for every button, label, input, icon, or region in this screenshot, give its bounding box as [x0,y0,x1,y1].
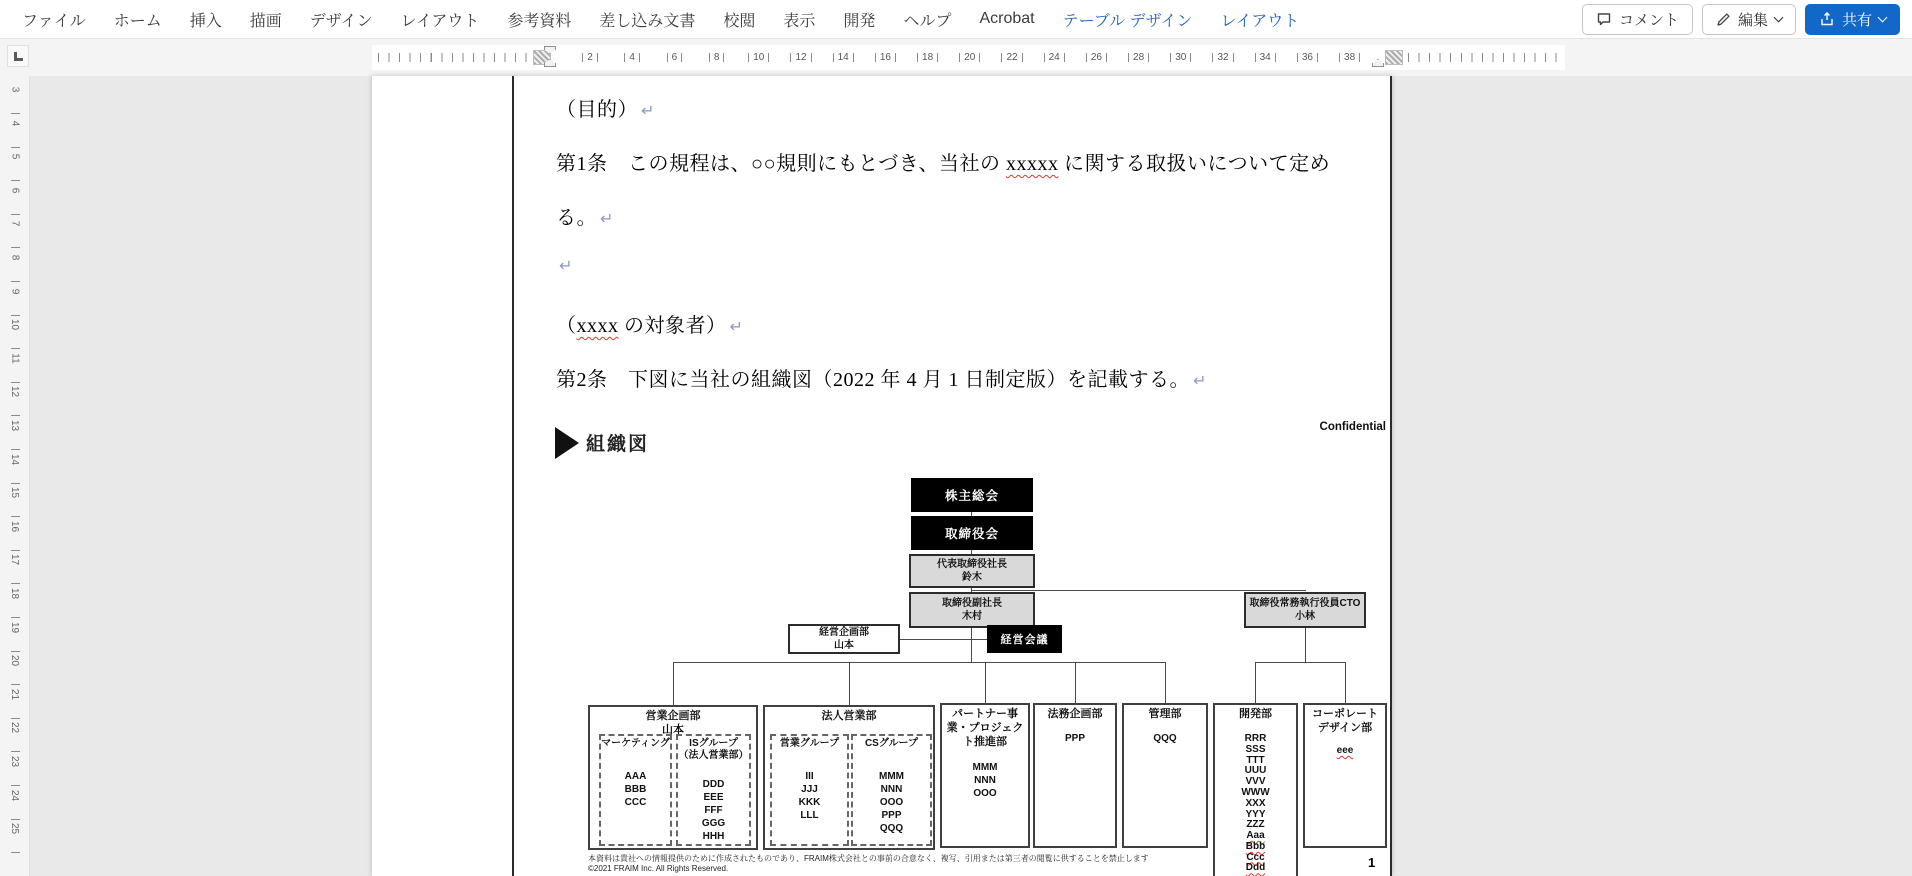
orgchart-box-mgmt-meeting: 経営会議 [987,625,1062,653]
orgchart-list-item: MMM [879,771,904,782]
paragraph-mark: ↵ [1193,373,1207,390]
orgchart-box-board: 取締役会 [911,516,1033,550]
org-chart-image[interactable] [372,76,1392,876]
ruler-number-v: 9 [0,286,30,316]
orgchart-list-item: ZZZ [1246,819,1265,831]
triangle-bullet-icon [555,427,579,459]
orgchart-box-corp-planning: 経営企画部 山本 [788,624,900,654]
orgchart-list-item: NNN [974,775,996,786]
ruler-number: 14 [828,45,858,70]
menu-tab[interactable]: デザイン [296,0,387,38]
editing-label: 編集 [1737,11,1768,29]
ruler-number-v: 20 [0,655,30,685]
chevron-down-icon [1878,12,1888,22]
vertical-ruler[interactable] [0,76,30,876]
orgchart-list-item: PPP [1064,733,1085,744]
orgchart-list-item: FFF [704,805,723,816]
menu-bar [0,0,1912,39]
pencil-icon [1716,12,1731,27]
menu-tab[interactable]: 参考資料 [493,0,585,38]
dept-legal: 法務企画部 PPP [1033,703,1117,848]
ruler-number-v: 14 [0,454,30,484]
ruler-number: 26 [1081,45,1111,70]
ruler-number: 36 [1292,45,1322,70]
dept-sales-planning: 営業企画部 山本 マーケティング AAA BBB CCC ISグループ （法人営業部） DDD EEE FFF GGG HHH [588,705,758,850]
comment-icon [1596,11,1612,27]
menu-tab[interactable]: 差し込み文書 [585,0,709,38]
tab-selector-icon[interactable] [7,45,29,67]
orgchart-list-item: UUU [1244,765,1267,777]
connector-line [1075,662,1076,703]
group-sales: 営業グループ III JJJ KKK LLL [770,734,849,846]
ruler-number-v: 3 [0,84,30,114]
ruler-number: 6 [659,45,689,70]
comments-label: コメント [1618,11,1679,29]
ruler-number-v: 19 [0,622,30,652]
footer-copyright: ©2021 FRAIM Inc. All Rights Reserved. [588,864,729,873]
orgchart-list-item: GGG [701,818,726,829]
connector-line [673,662,1166,663]
orgchart-list-item: KKK [798,797,821,808]
connector-line [985,662,986,703]
ruler-number-v: 7 [0,218,30,248]
orgchart-list-item-marked: Bbb [1245,840,1266,852]
ruler-number-v: 22 [0,722,30,752]
paragraph-subject-heading[interactable]: （xxxx の対象者） ↵ [556,315,744,337]
ruler-number: 24 [1039,45,1069,70]
orgchart-list-item: SSS [1245,743,1266,755]
orgchart-list-item: XXX [1245,797,1266,809]
share-button[interactable] [1805,4,1900,35]
orgchart-box-president: 代表取締役社長 鈴木 [909,554,1035,588]
ruler-number-v: 21 [0,689,30,719]
connector-line [971,628,972,663]
orgchart-list-item: VVV [1245,776,1266,788]
dept-partner: パートナー事業・プロジェクト推進部 MMM NNN OOO [940,703,1030,848]
menu-tab[interactable]: 描画 [236,0,296,38]
paragraph-article1[interactable]: 第1条 この規程は、○○規則にもとづき、当社の xxxxx に関する取扱いについて定め [556,153,1331,175]
right-margin-hatch [1385,50,1403,65]
ruler-number-v: 15 [0,487,30,517]
orgchart-list-item: QQQ [1153,733,1177,744]
connector-line [1255,662,1346,663]
orgchart-title: 組織図 [586,434,650,455]
right-indent-marker[interactable] [1372,59,1384,67]
ruler-number-v: 5 [0,151,30,181]
menu-tab[interactable]: レイアウト [387,0,494,38]
group-marketing: マーケティング AAA BBB CCC [599,734,672,846]
chevron-down-icon [1774,12,1784,22]
orgchart-box-vp: 取締役副社長 木村 [909,592,1035,628]
orgchart-list-item-marked: Ddd [1245,862,1266,874]
ruler-number: 2 [575,45,605,70]
orgchart-list-item: QQQ [879,823,904,834]
orgchart-list-item: EEE [703,792,724,803]
orgchart-list-item-marked: Aaa [1246,830,1265,841]
orgchart-box-cto: 取締役常務執行役員CTO 小林 [1244,592,1366,628]
orgchart-list-item: MMM [972,762,998,773]
document-workspace [0,76,1912,876]
ruler-number-v: 23 [0,756,30,786]
ruler-number-v: 6 [0,185,30,215]
paragraph-article2[interactable]: 第2条 下図に当社の組織図（2022 年 4 月 1 日制定版）を記載する。 ↵ [556,369,1207,391]
dept-dev: 開発部 RRR SSS TTT UUU VVV WWW XXX YYY ZZZ Aaa Bbb Ccc Ddd [1213,703,1298,876]
menu-tab[interactable]: 挿入 [176,0,236,38]
page-number: 1 [1368,855,1376,870]
connector-line [1345,662,1346,703]
orgchart-list-item: NNN [880,784,903,795]
spellcheck-word: xxxxx [1005,153,1059,175]
ruler-number-v: 10 [0,319,30,349]
paragraph-article1-cont[interactable]: る。 ↵ [556,207,614,229]
ruler-number: 8 [702,45,732,70]
menu-tab[interactable]: 校閲 [709,0,769,38]
ruler-row [0,39,1912,76]
orgchart-list-item: WWW [1241,786,1270,798]
orgchart-list-item: DDD [702,779,725,790]
orgchart-list-item: OOO [879,797,904,808]
paragraph-mark: ↵ [641,103,655,120]
ruler-ticks [1408,53,1558,62]
ruler-number-v: 17 [0,554,30,584]
orgchart-list-item: YYY [1245,808,1266,820]
ruler-number: 22 [997,45,1027,70]
ruler-number: 12 [786,45,816,70]
connector-line [900,639,988,640]
ruler-number: 16 [870,45,900,70]
connector-line [1165,662,1166,703]
orgchart-list-item-marked: Ccc [1246,851,1265,863]
orgchart-list-item: LLL [800,810,819,821]
orgchart-footer [588,851,1308,874]
ruler-number-v: 12 [0,386,30,416]
group-is: ISグループ （法人営業部） DDD EEE FFF GGG HHH [676,734,751,846]
ruler-number: 28 [1124,45,1154,70]
ruler-number: 4 [617,45,647,70]
ruler-number: 38 [1335,45,1365,70]
document-page[interactable] [372,76,1392,876]
ruler-number-v: 13 [0,420,30,450]
orgchart-box-shareholders: 株主総会 [911,478,1033,512]
dept-corporate-sales: 法人営業部 営業グループ III JJJ KKK LLL CSグループ MMM NNN OOO PPP QQQ [763,705,935,850]
ruler-number: 34 [1250,45,1280,70]
orgchart-list-item: OOO [973,788,997,799]
horizontal-ruler[interactable] [372,45,1565,70]
menu-tab[interactable]: ホーム [100,0,176,38]
connector-line [849,662,850,705]
orgchart-list-item: III [805,771,814,782]
ruler-number-v: 16 [0,521,30,551]
dept-corp-design: コーポレートデザイン部 eee [1303,703,1387,848]
ruler-number: 10 [744,45,774,70]
menu-tab[interactable]: テーブル デザイン [1049,0,1207,38]
paragraph-purpose-heading[interactable]: （目的） ↵ [556,99,655,121]
spellcheck-word: xxxx [576,315,619,337]
menu-tab[interactable]: 表示 [769,0,829,38]
ruler-number: 20 [955,45,985,70]
share-label: 共有 [1841,11,1872,29]
menu-tab[interactable]: Acrobat [965,0,1048,38]
orgchart-list-item: RRR [1244,733,1267,744]
ruler-number-v: 8 [0,252,30,282]
menu-tab[interactable]: ヘルプ [889,0,965,38]
titlebar-actions [1582,4,1904,35]
comments-button[interactable] [1582,4,1693,35]
orgchart-list-item: TTT [1246,754,1265,766]
menu-tab[interactable]: レイアウト [1206,0,1313,38]
ruler-number-v: 25 [0,823,30,853]
menu-tab[interactable]: 開発 [829,0,889,38]
footer-disclaimer: 本資料は貴社への情報提供のために作成されたものであり、FRAIM株式会社との事前の合意なく、複写、引用または第三者の閲覧に供することを禁止します [588,854,1149,863]
orgchart-list-item: AAA [624,771,647,782]
orgchart-list-item: CCC [624,797,647,808]
connector-line [1305,628,1306,663]
connector-line [1255,662,1256,703]
orgchart-list-item: PPP [881,810,902,821]
paragraph-mark: ↵ [729,319,744,336]
menu-tabs [8,0,1313,38]
paragraph-mark: ↵ [559,258,573,275]
ruler-number-v: 24 [0,790,30,820]
group-cs: CSグループ MMM NNN OOO PPP QQQ [851,734,932,846]
ruler-number-v: 4 [0,118,30,148]
ruler-number: 18 [913,45,943,70]
ruler-number: 32 [1208,45,1238,70]
orgchart-list-item: BBB [624,784,647,795]
menu-tab[interactable]: ファイル [8,0,100,38]
dept-admin: 管理部 QQQ [1122,703,1208,848]
orgchart-list-item-marked: eee [1336,745,1354,756]
ruler-ticks [378,53,528,62]
ruler-number: 30 [1166,45,1196,70]
ruler-number-v: 11 [0,353,30,383]
confidential-label: Confidential [1319,421,1386,433]
ruler-number-v: 18 [0,588,30,618]
paragraph-mark: ↵ [600,211,614,228]
editing-mode-button[interactable] [1702,4,1796,35]
share-icon [1819,11,1835,27]
connector-line [971,590,1306,591]
orgchart-list-item: HHH [702,831,725,842]
connector-line [673,662,674,705]
orgchart-list-item: JJJ [801,784,818,795]
